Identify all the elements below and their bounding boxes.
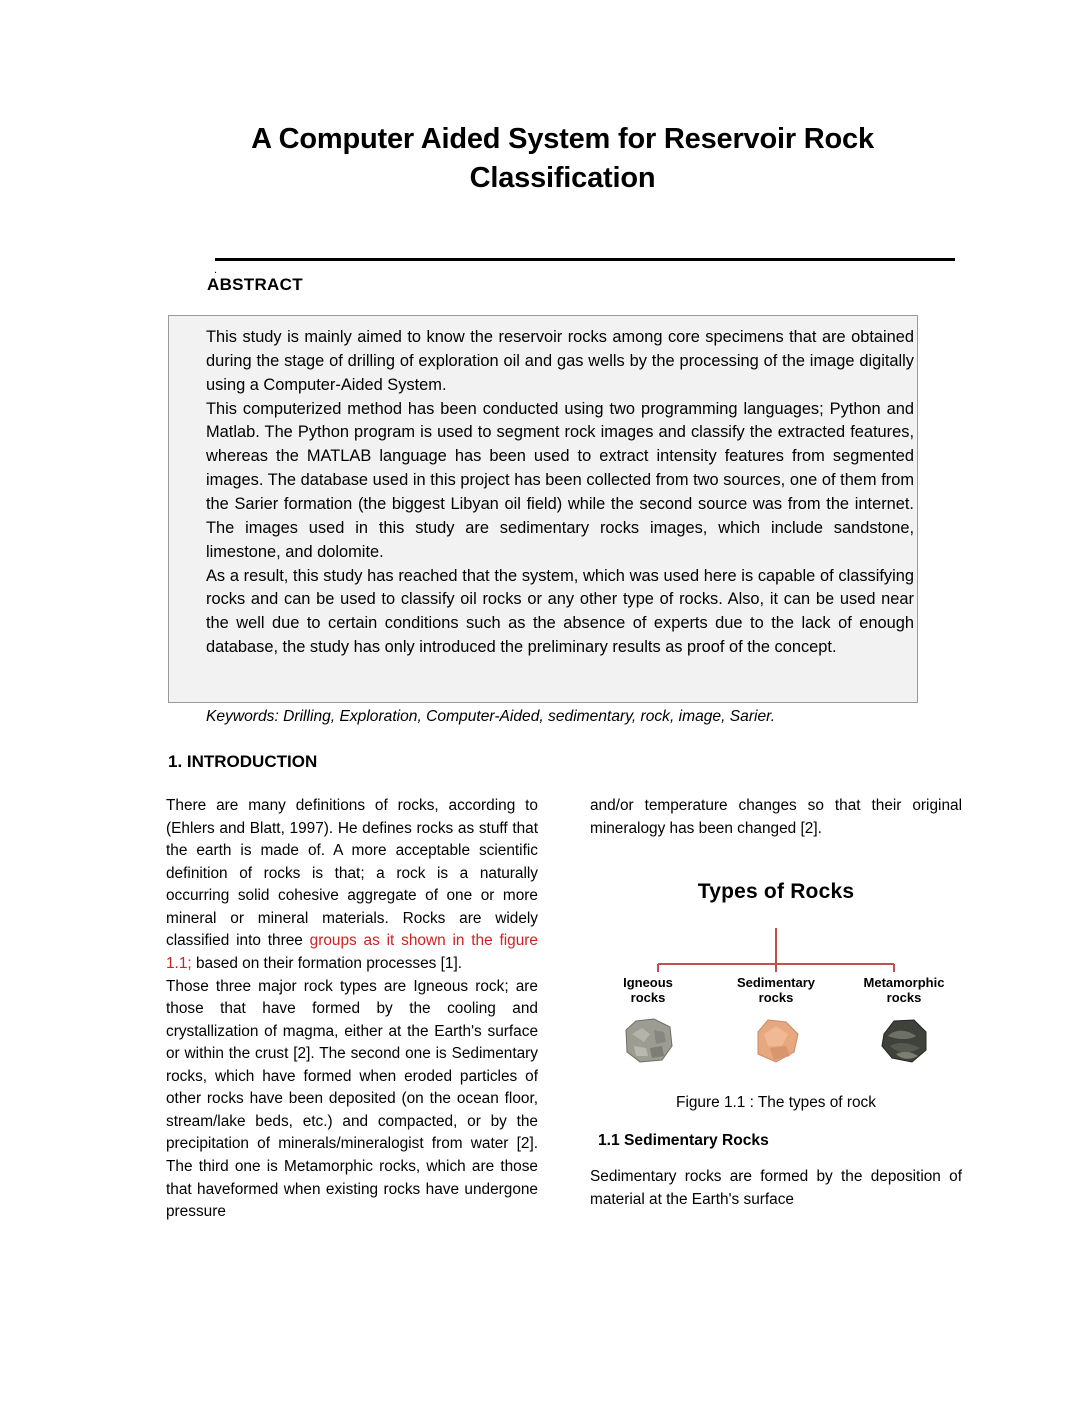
abstract-paragraph-2: This computerized method has been conducted using two programming languages; Python and Matlab. The Python program is used to segment rock images and classify the extracted features, whereas the MATLAB language has been used to extract intensity features from segmented images. The database used in this project has been collected from two sources, one of them from the Sarier formation (the biggest Libyan oil field) while the second source was from the internet. The images used in this study are sedimentary rocks images, which include sandstone, limestone, and dolomite. [206, 399, 914, 561]
left-paragraph-1 [166, 795, 538, 976]
right-paragraph-1: and/or temperature changes so that their original mineralogy has been changed [2]. [590, 797, 962, 837]
figure-title: Types of Rocks [697, 880, 855, 903]
figure-label-metamorphic-line2: rocks [886, 989, 922, 1005]
figure-rock-images [590, 1016, 962, 1066]
abstract-paragraph-1: This study is mainly aimed to know the reservoir rocks among core specimens that are obtained during the stage of drilling of exploration oil and gas wells by the processing of the image digitally using a Computer-Aided System. [206, 328, 914, 394]
sedimentary-rock-image [748, 1016, 804, 1066]
figure-caption: Figure 1.1 : The types of rock [676, 1094, 876, 1111]
figure-labels [590, 976, 962, 1006]
left-paragraph-1-text-after: based on their formation processes [1]. [191, 954, 463, 972]
figure-label-igneous-line2: rocks [630, 989, 666, 1005]
left-paragraph-1-text-before: There are many definitions of rocks, according to (Ehlers and Blatt, 1997). He defines rocks as stuff that the earth is made of. A more acceptable scientific definition of rocks is that; a rock is a naturally occurring solid cohesive aggregate of one or more mineral or mineral materials. Rocks are widely classified into three [166, 797, 538, 950]
figure-label-sedimentary-line2: rocks [758, 989, 794, 1005]
figure-label-igneous [590, 976, 706, 1006]
stray-period: . [214, 264, 218, 276]
page-title: A Computer Aided System for Reservoir Rock Classification [251, 123, 874, 195]
figure-1-1 [590, 880, 962, 1112]
subsection-body: Sedimentary rocks are formed by the deposition of material at the Earth's surface [590, 1168, 962, 1208]
figure-label-metamorphic-line1: Metamorphic [863, 975, 945, 990]
keywords-line: Keywords: Drilling, Exploration, Computer-Aided, sedimentary, rock, image, Sarier. [206, 708, 776, 725]
subheading-sedimentary-rocks: 1.1 Sedimentary Rocks [598, 1132, 769, 1149]
column-right [590, 795, 962, 840]
metamorphic-rock-image [876, 1016, 932, 1066]
rock-cell-sedimentary [718, 1016, 834, 1066]
abstract-heading: ABSTRACT [207, 275, 303, 294]
left-paragraph-1-highlight: groups as it shown in the figure 1.1; [166, 932, 538, 972]
figure-label-metamorphic [846, 976, 962, 1006]
column-left [166, 795, 538, 1224]
left-paragraph-2: Those three major rock types are Igneous rock; are those that have formed by the cooling and crystallization of magma, either at the Earth's surface or within the crust [2]. The second one is Sedimentary rocks, which have formed when eroded particles of other rocks have been deposited (on the ocean floor, stream/lake beds, etc.) and compacted, or by the precipitation of minerals/mineralogist from water [2]. The third one is Metamorphic rocks, which are those that haveformed when existing rocks have undergone pressure [166, 977, 538, 1221]
abstract-text [206, 326, 914, 660]
abstract-paragraph-3: As a result, this study has reached that the system, which was used here is capable of classifying rocks and can be used to classify oil rocks or any other type of rocks. Also, it can be used near the well due to certain conditions such as the absence of experts due to the lack of enough database, the study has only introduced the preliminary results as proof of the concept. [206, 566, 914, 657]
figure-label-igneous-line1: Igneous [623, 975, 673, 990]
rock-cell-igneous [590, 1016, 706, 1066]
figure-label-sedimentary [718, 976, 834, 1006]
title-divider [215, 258, 955, 261]
figure-diagram [590, 920, 962, 1080]
section-heading-introduction: 1. INTRODUCTION [168, 752, 318, 771]
figure-label-sedimentary-line1: Sedimentary [736, 975, 816, 990]
igneous-rock-image [620, 1016, 676, 1066]
rock-cell-metamorphic [846, 1016, 962, 1066]
